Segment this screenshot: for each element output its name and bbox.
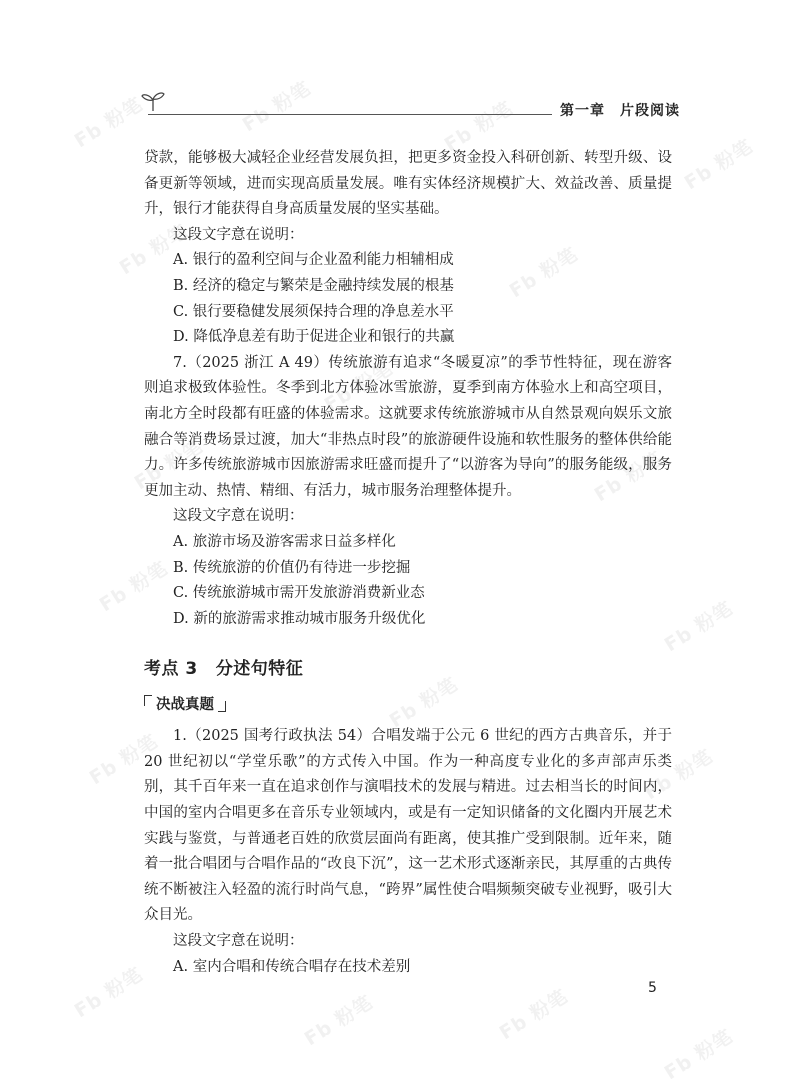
question-1-text: 1.（2025 国考行政执法 54）合唱发端于公元 6 世纪的西方古典音乐，并于 20 世纪初以“学堂乐歌”的方式传入中国。作为一种高度专业化的多声部声乐类别，其千百年来一直在追求创作与演唱技术的发展与精进。过去相当长的时间内，中国的室内合唱更多在音乐专业领域内，或是有一定知识储备的文化圈内开展艺术实践与鉴赏，与普通老百姓的欣赏层面尚有距离，使其推广受到限制。近年来，随着一批合唱团与合唱作品的“改良下沉”，这一艺术形式逐渐亲民，其厚重的古典传统不断被注入轻盈的流行时尚气息，“跨界”属性使合唱频频突破专业视野，吸引大众目光。 bbox=[144, 728, 672, 924]
option-b: B. 传统旅游的价值仍有待进一步挖掘 bbox=[173, 559, 411, 576]
option-c: C. 传统旅游城市需开发旅游消费新业态 bbox=[173, 585, 425, 602]
watermark-text: Fb 粉笔 bbox=[238, 77, 316, 137]
page-number: 5 bbox=[648, 980, 657, 996]
watermark-text: Fb 粉笔 bbox=[505, 243, 583, 303]
option-a: A. 室内合唱和传统合唱存在技术差别 bbox=[173, 958, 411, 975]
watermark-text: Fb 粉笔 bbox=[440, 97, 518, 157]
option-b: B. 经济的稳定与繁荣是金融持续发展的根基 bbox=[173, 277, 454, 294]
question-prompt: 这段文字意在说明： bbox=[173, 508, 304, 525]
watermark-text: Fb 粉笔 bbox=[130, 435, 208, 495]
option-d: D. 新的旅游需求推动城市服务升级优化 bbox=[173, 610, 426, 627]
page-header bbox=[140, 96, 680, 128]
watermark-text: Fb 粉笔 bbox=[115, 220, 193, 280]
watermark-text: Fb 粉笔 bbox=[70, 963, 148, 1023]
chapter-title: 第一章 片段阅读 bbox=[552, 100, 680, 120]
watermark-text: Fb 粉笔 bbox=[95, 557, 173, 617]
subheading: 决战真题 bbox=[144, 693, 226, 714]
page-content bbox=[144, 146, 672, 980]
watermark-text: Fb 粉笔 bbox=[495, 985, 573, 1045]
watermark-text: Fb 粉笔 bbox=[320, 357, 398, 417]
question-7-text: 7.（2025 浙江 A 49）传统旅游有追求“冬暖夏凉”的季节性特征，现在游客则追求极致体验性。冬季到北方体验冰雪旅游，夏季到南方体验水上和高空项目，南北方全时段都有旺盛的体验需求。这就要求传统旅游城市从自然景观向娱乐文旅融合等消费场景过渡，加大“非热点时段”的旅游硬件设施和软性服务的整体供给能力。许多传统旅游城市因旅游需求旺盛而提升了“以游客为导向”的服务能级，服务更加主动、热情、精细、有活力，城市服务治理整体提升。 bbox=[144, 354, 672, 499]
section-heading bbox=[144, 654, 672, 679]
watermark-text: Fb 粉笔 bbox=[300, 991, 378, 1051]
option-a: A. 旅游市场及游客需求日益多样化 bbox=[173, 533, 396, 550]
watermark-text: Fb 粉笔 bbox=[640, 745, 718, 805]
watermark-text: Fb 粉笔 bbox=[85, 730, 163, 790]
sprout-icon bbox=[140, 90, 166, 112]
watermark-text: Fb 粉笔 bbox=[660, 597, 738, 657]
option-a: A. 银行的盈利空间与企业盈利能力相辅相成 bbox=[173, 252, 454, 269]
watermark-text: Fb 粉笔 bbox=[680, 135, 758, 195]
watermark-text: Fb 粉笔 bbox=[385, 673, 463, 733]
question-prompt: 这段文字意在说明： bbox=[173, 226, 304, 243]
watermark-text: Fb 粉笔 bbox=[70, 93, 148, 153]
section-number: 考点 3 bbox=[144, 659, 198, 680]
watermark-text: Fb 粉笔 bbox=[660, 1025, 738, 1085]
intro-paragraph: 贷款，能够极大减轻企业经营发展负担，把更多资金投入科研创新、转型升级、设备更新等领域，进而实现高质量发展。唯有实体经济规模扩大、效益改善、质量提升，银行才能获得自身高质量发展的坚实基础。 bbox=[144, 150, 672, 218]
option-d: D. 降低净息差有助于促进企业和银行的共赢 bbox=[173, 329, 455, 346]
watermark-text: Fb 粉笔 bbox=[590, 447, 668, 507]
section-title: 分述句特征 bbox=[215, 659, 304, 680]
option-c: C. 银行要稳健发展须保持合理的净息差水平 bbox=[173, 303, 454, 320]
question-prompt: 这段文字意在说明： bbox=[173, 933, 304, 950]
